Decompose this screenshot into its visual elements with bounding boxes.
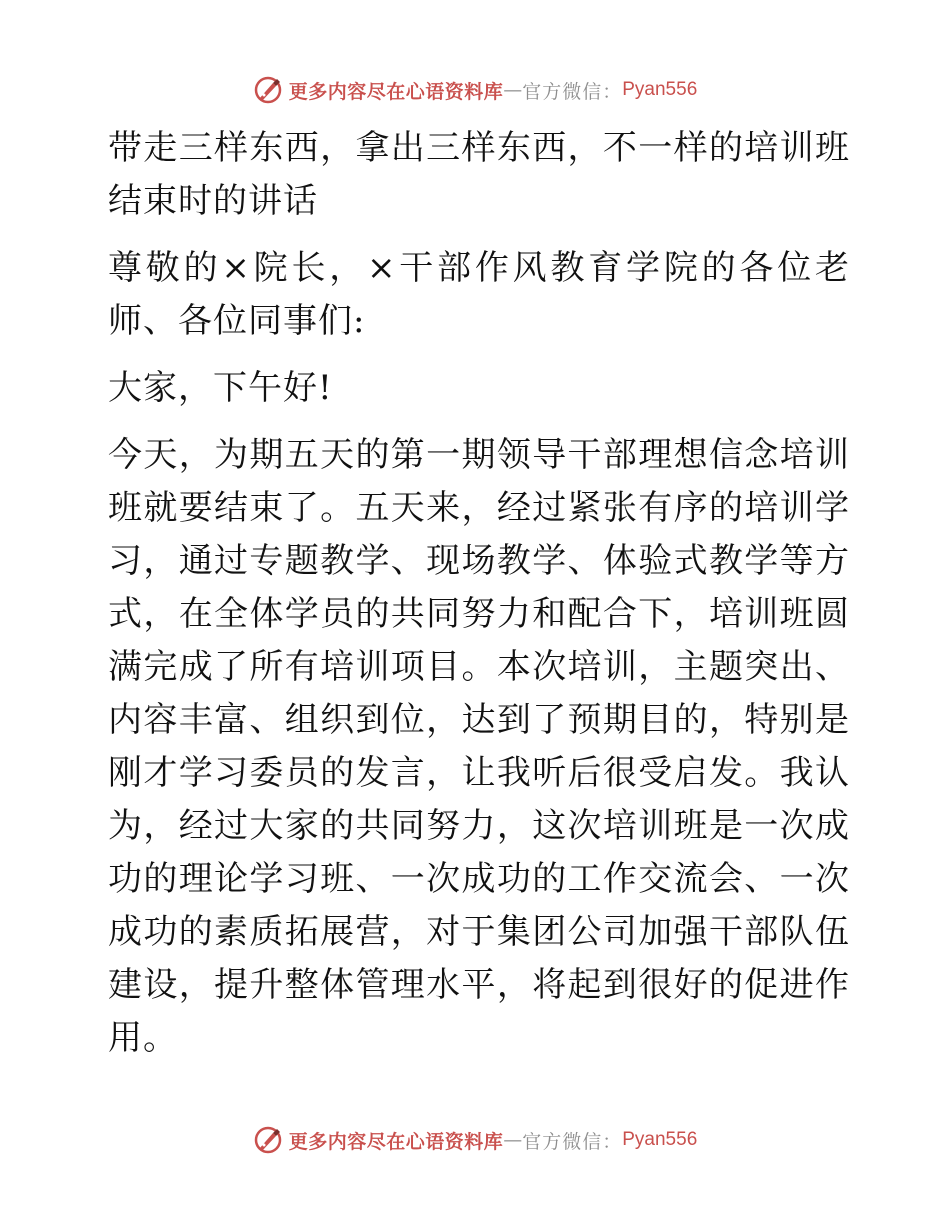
banner-wechat-id: Pyan556: [622, 1129, 698, 1150]
footer-watermark-banner: [0, 1122, 950, 1158]
greeting: 大家，下午好!: [108, 368, 333, 408]
banner-wechat-id: Pyan556: [622, 79, 698, 100]
banner-separator: —: [503, 79, 523, 101]
header-watermark-banner: [0, 72, 950, 108]
banner-wechat-label: 官方微信：: [522, 1130, 623, 1153]
banner-site-text: 更多内容尽在心语资料库: [288, 1130, 504, 1153]
pen-logo-icon: [253, 75, 283, 105]
salutation: 尊敬的×院长，×干部作风教育学院的各位老师、各位同事们:: [108, 248, 850, 341]
document-title: 带走三样东西，拿出三样东西，不一样的培训班结束时的讲话: [108, 128, 850, 221]
document-body: [98, 122, 850, 1065]
body-paragraph: 今天，为期五天的第一期领导干部理想信念培训班就要结束了。五天来，经过紧张有序的培训学习，通过专题教学、现场教学、体验式教学等方式，在全体学员的共同努力和配合下，培训班圆满完成了所有培训项目。本次培训，主题突出、内容丰富、组织到位，达到了预期目的，特别是刚才学习委员的发言，让我听后很受启发。我认为，经过大家的共同努力，这次培训班是一次成功的理论学习班、一次成功的工作交流会、一次成功的素质拓展营，对于集团公司加强干部队伍建设，提升整体管理水平，将起到很好的促进作用。: [108, 435, 850, 1058]
pen-logo-icon: [253, 1125, 283, 1155]
banner-site-text: 更多内容尽在心语资料库: [288, 80, 504, 103]
banner-wechat-label: 官方微信：: [522, 80, 623, 103]
banner-separator: —: [503, 1129, 523, 1151]
